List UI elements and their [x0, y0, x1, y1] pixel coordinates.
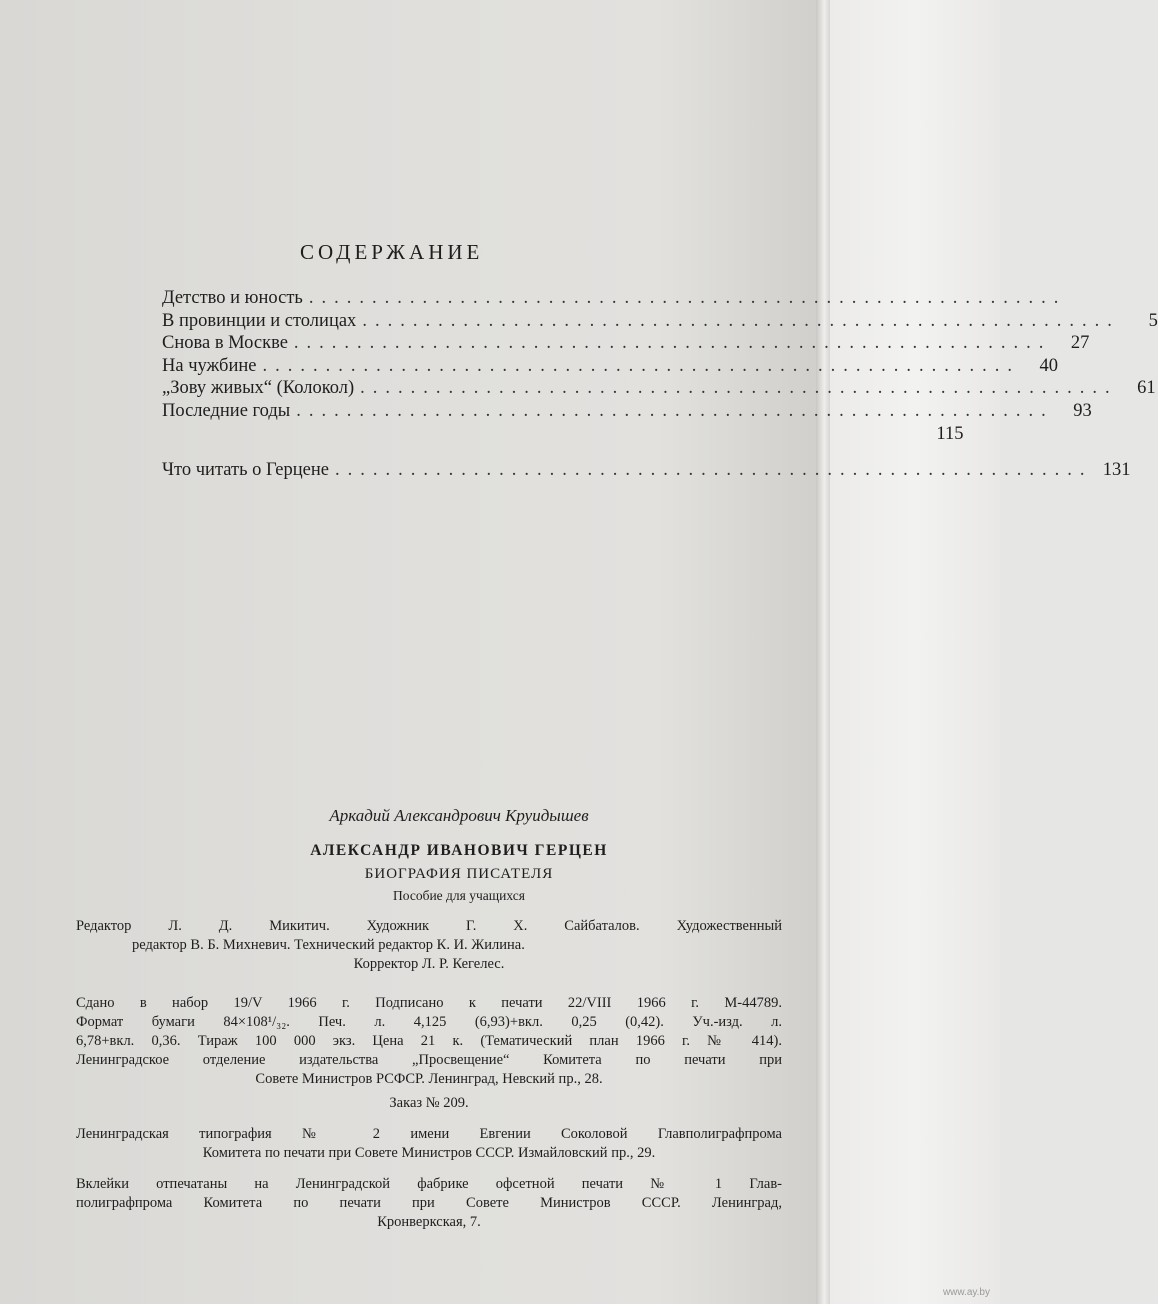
publication-line: Формат бумаги 84×108¹/₃₂. Печ. л. 4,125 (6,93)+вкл. 0,25 (0,42). Уч.-изд. л.: [76, 1014, 782, 1030]
toc-row: [162, 423, 964, 446]
toc-page: 131: [1102, 460, 1131, 481]
publication-line: Совете Министров РСФСР. Ленинград, Невский пр., 28.: [255, 1071, 603, 1087]
toc-page: 115: [936, 423, 964, 444]
toc-page: 5: [1148, 310, 1158, 331]
toc-leader: ............................................................: [362, 310, 1120, 331]
toc-row: [162, 377, 1156, 400]
book-title: АЛЕКСАНДР ИВАНОВИЧ ГЕРЦЕН: [310, 842, 608, 859]
inserts-line: Кронверкская, 7.: [377, 1214, 481, 1230]
inserts-line: полиграфпрома Комитета по печати при Совете Министров СССР. Ленинград,: [76, 1195, 782, 1211]
inserts-line: Вклейки отпечатаны на Ленинградской фабрике офсетной печати № 1 Глав-: [76, 1176, 782, 1192]
facing-page: [830, 0, 1000, 1304]
printing-line: Ленинградская типография № 2 имени Евгении Соколовой Главполиграфпрома: [76, 1126, 782, 1142]
toc-page: 61: [1137, 378, 1156, 399]
toc-leader: ............................................................: [334, 460, 1093, 481]
toc-title: В провинции и столицах: [162, 310, 357, 331]
credits-line: Корректор Л. Р. Кегелес.: [353, 956, 505, 972]
toc-leader: ............................................................: [360, 378, 1118, 399]
toc-row: [162, 287, 1067, 310]
toc-leader: ............................................................: [308, 288, 1067, 308]
book-subtitle: БИОГРАФИЯ ПИСАТЕЛЯ: [364, 866, 554, 882]
toc-title: Что читать о Герцене: [162, 460, 329, 481]
toc-row: [162, 310, 1158, 333]
author-name: Аркадий Александрович Круидышев: [329, 806, 589, 825]
toc-page: 40: [1039, 355, 1058, 376]
book-audience: Пособие для учащихся: [393, 888, 525, 903]
order-number: Заказ № 209.: [389, 1095, 469, 1111]
toc-title: Детство и юность: [162, 288, 303, 308]
toc-leader: ............................................................: [296, 400, 1054, 421]
watermark: www.ay.by: [942, 1287, 990, 1298]
publication-line: 6,78+вкл. 0,36. Тираж 100 000 экз. Цена 21 к. (Тематический план 1966 г. № 414).: [76, 1033, 782, 1049]
credits-line: Редактор Л. Д. Микитич. Художник Г. Х. Сайбаталов. Художественный: [76, 918, 782, 934]
toc-leader: ............................................................: [293, 333, 1052, 354]
table-of-contents: [162, 287, 1158, 482]
contents-heading: СОДЕРЖАНИЕ: [300, 240, 484, 264]
toc-title: На чужбине: [162, 355, 257, 376]
publication-line: Сдано в набор 19/V 1966 г. Подписано к печати 22/VIII 1966 г. М-44789.: [76, 995, 782, 1011]
toc-page: 27: [1070, 333, 1090, 354]
toc-title: „Зову живых“ (Колокол): [162, 378, 355, 399]
toc-page: 93: [1073, 400, 1092, 421]
book-spine: [816, 0, 830, 1304]
credits-line: редактор В. Б. Михневич. Технический редактор К. И. Жилина.: [132, 937, 525, 953]
toc-row: [162, 332, 1090, 355]
publication-info: [76, 994, 782, 1113]
credits: [76, 917, 782, 974]
toc-leader: ............................................................: [262, 355, 1020, 376]
printing-info: [76, 1125, 782, 1163]
publication-line: Ленинградское отделение издательства „Просвещение“ Комитета по печати при: [76, 1052, 782, 1068]
toc-row: [162, 459, 1131, 482]
toc-row: [162, 400, 1092, 423]
toc-title: Последние годы: [162, 400, 291, 421]
toc-title: Снова в Москве: [162, 333, 288, 354]
toc-row: [162, 355, 1058, 378]
imprint-block: [76, 806, 782, 1232]
inserts-info: [76, 1175, 782, 1232]
printing-line: Комитета по печати при Совете Министров СССР. Измайловский пр., 29.: [202, 1145, 656, 1161]
